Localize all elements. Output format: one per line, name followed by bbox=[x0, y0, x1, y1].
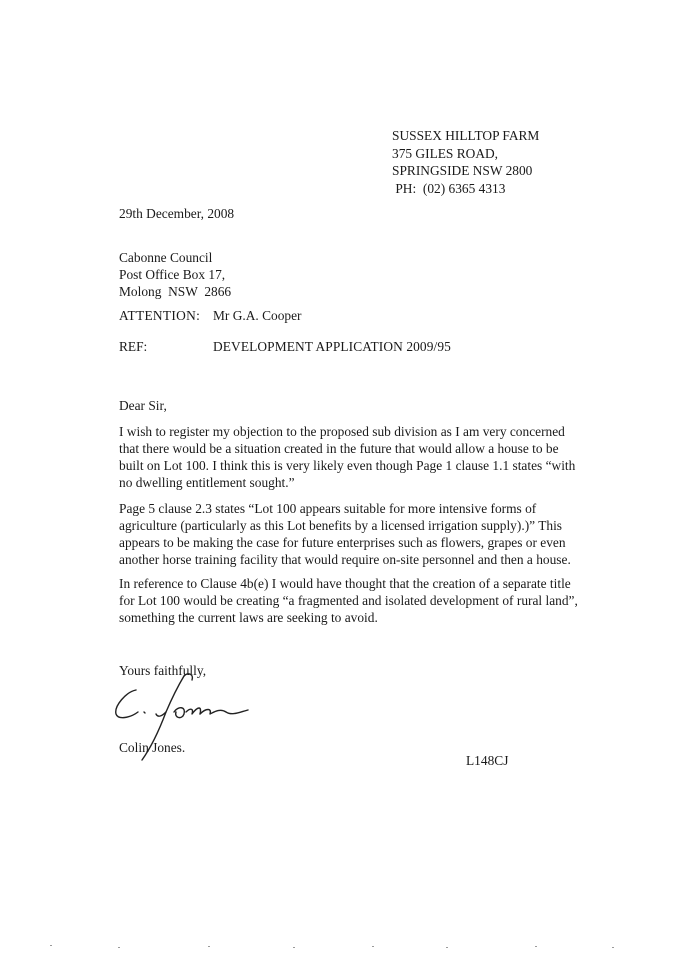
body-paragraph-3 bbox=[119, 575, 579, 626]
scan-speck bbox=[612, 947, 614, 948]
paragraph-line: Page 5 clause 2.3 states “Lot 100 appears suitable for more intensive forms of bbox=[119, 501, 537, 516]
sender-town: SPRINGSIDE NSW 2800 bbox=[392, 163, 533, 178]
recipient-name: Cabonne Council bbox=[119, 250, 213, 265]
sender-address-block bbox=[392, 127, 539, 197]
sender-name: SUSSEX HILLTOP FARM bbox=[392, 128, 540, 143]
closing-line: Yours faithfully, bbox=[119, 663, 207, 678]
paragraph-line: no dwelling entitlement sought.” bbox=[119, 475, 295, 490]
reference-value: DEVELOPMENT APPLICATION 2009/95 bbox=[213, 339, 451, 354]
scan-speck bbox=[208, 946, 210, 947]
sender-phone: PH: (02) 6365 4313 bbox=[392, 180, 506, 196]
document-reference: L148CJ bbox=[466, 753, 509, 768]
letter-date: 29th December, 2008 bbox=[119, 206, 235, 221]
scan-artifacts bbox=[0, 940, 676, 956]
body-paragraph-2 bbox=[119, 500, 579, 568]
paragraph-line: for Lot 100 would be creating “a fragmented and isolated development of rural land”, bbox=[119, 593, 578, 608]
paragraph-line: I wish to register my objection to the proposed sub division as I am very concerned bbox=[119, 424, 565, 439]
reference-label: REF: bbox=[119, 339, 148, 354]
paragraph-line: agriculture (particularly as this Lot benefits by a licensed irrigation supply).)” This bbox=[119, 518, 563, 533]
signer-name: Colin Jones. bbox=[119, 740, 186, 755]
scan-speck bbox=[50, 945, 52, 946]
recipient-address-line-2: Molong NSW 2866 bbox=[119, 284, 232, 299]
attention-label: ATTENTION: bbox=[119, 308, 201, 323]
body-paragraph-1 bbox=[119, 423, 579, 491]
paragraph-line: appears to be making the case for future enterprises such as flowers, grapes or even bbox=[119, 535, 566, 550]
recipient-address-block bbox=[119, 249, 231, 300]
paragraph-line: another horse training facility that would require on-site personnel and then a house. bbox=[119, 552, 571, 567]
attention-value: Mr G.A. Cooper bbox=[213, 308, 302, 323]
paragraph-line: built on Lot 100. I think this is very likely even though Page 1 clause 1.1 states “with bbox=[119, 458, 576, 473]
recipient-address-line-1: Post Office Box 17, bbox=[119, 267, 226, 282]
scan-speck bbox=[372, 946, 374, 947]
paragraph-line: something the current laws are seeking to avoid. bbox=[119, 610, 378, 625]
scan-speck bbox=[118, 947, 120, 948]
scan-speck bbox=[535, 946, 537, 947]
salutation: Dear Sir, bbox=[119, 398, 167, 413]
scan-speck bbox=[446, 947, 448, 948]
paragraph-line: In reference to Clause 4b(e) I would have thought that the creation of a separate title bbox=[119, 576, 571, 591]
paragraph-line: that there would be a situation created in the future that would allow a house to be bbox=[119, 441, 559, 456]
scan-speck bbox=[293, 947, 295, 948]
sender-street: 375 GILES ROAD, bbox=[392, 145, 499, 161]
